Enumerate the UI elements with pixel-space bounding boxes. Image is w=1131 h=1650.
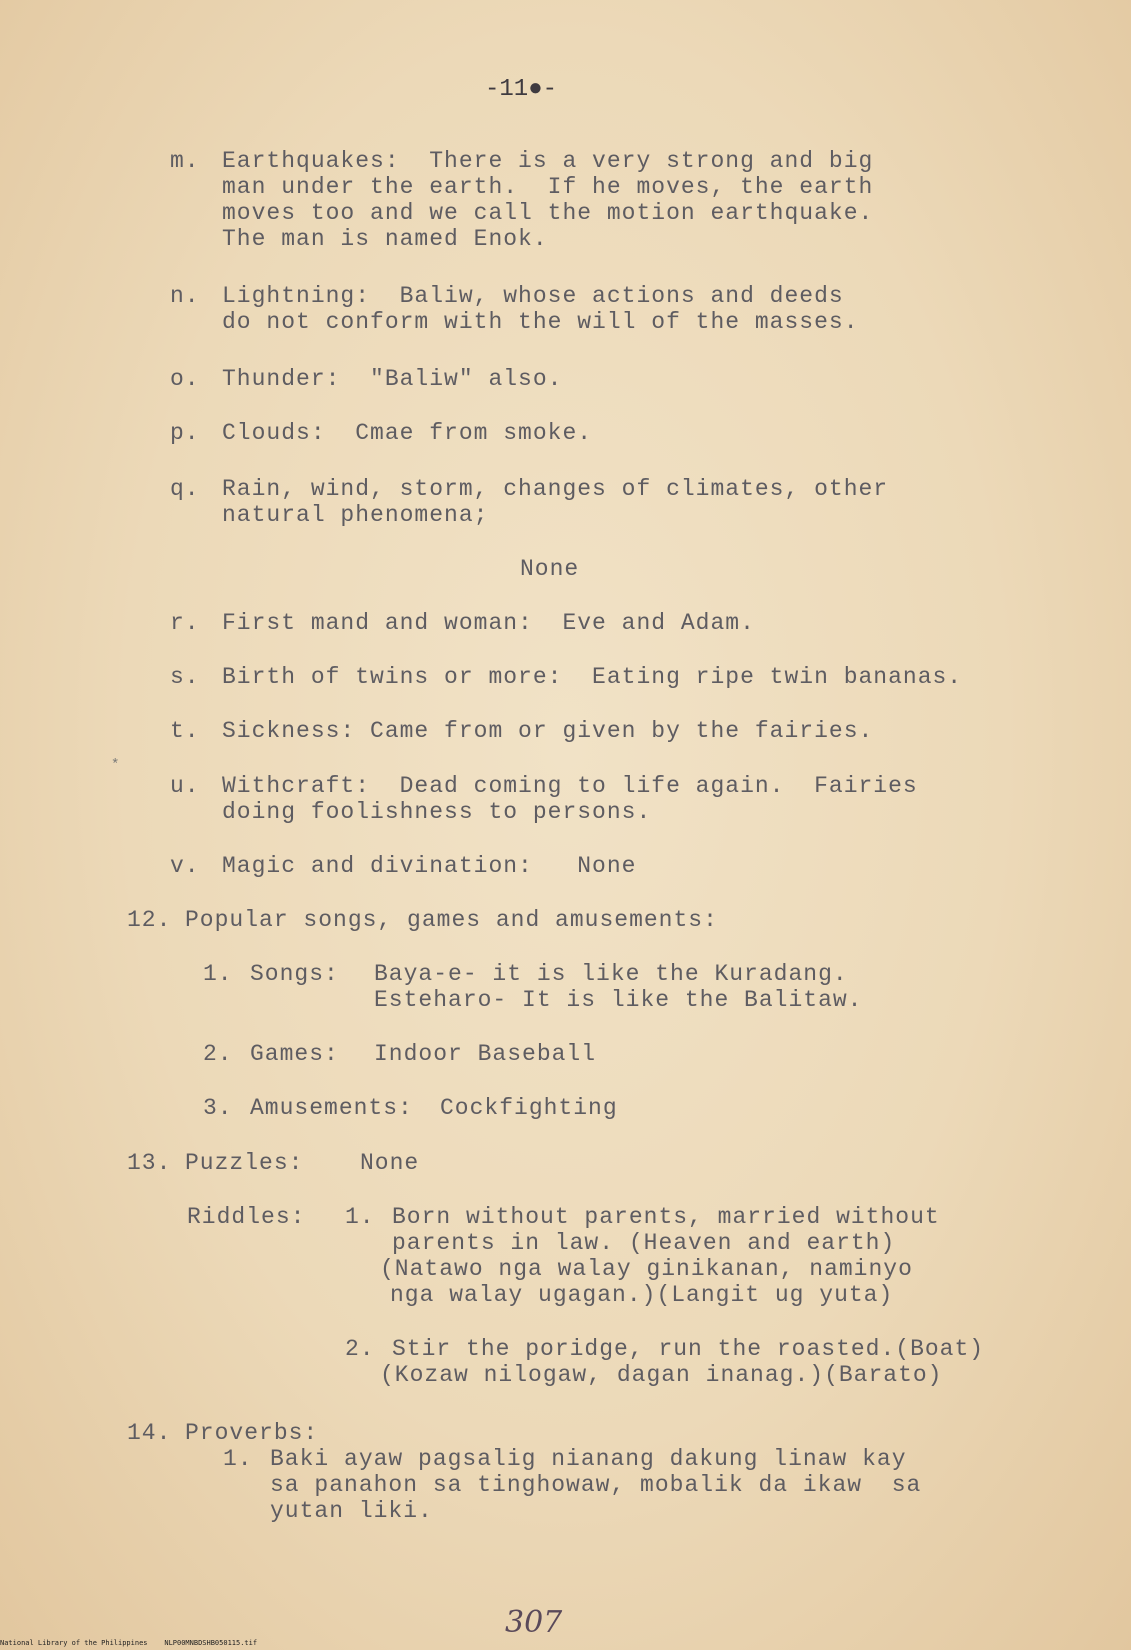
- proverb-1-line-3: yutan liki.: [270, 1498, 433, 1524]
- item-m-line-2: man under the earth. If he moves, the earth: [222, 174, 874, 200]
- section-12-entry-3-label: Amusements:: [250, 1095, 413, 1121]
- item-v-line-1: Magic and divination: None: [222, 853, 637, 879]
- item-u-line-1: Withcraft: Dead coming to life again. Fairies: [222, 773, 918, 799]
- section-12-title: Popular songs, games and amusements:: [185, 907, 718, 933]
- item-label-s: s.: [170, 664, 200, 690]
- riddle-1-line-3: (Natawo nga walay ginikanan, naminyo: [380, 1256, 913, 1282]
- item-q-answer: None: [520, 556, 580, 582]
- riddle-1-line-1: Born without parents, married without: [392, 1204, 940, 1230]
- riddle-2-number: 2.: [345, 1336, 375, 1362]
- item-p-line-1: Clouds: Cmae from smoke.: [222, 420, 593, 446]
- section-13-number: 13.: [127, 1150, 172, 1176]
- section-12-entry-2-line-1: Indoor Baseball: [374, 1041, 597, 1067]
- section-12-entry-1-line-1: Baya-e- it is like the Kuradang.: [374, 961, 848, 987]
- handwritten-page-number: 307: [505, 1605, 563, 1640]
- section-12-entry-3-number: 3.: [203, 1095, 233, 1121]
- stray-mark: *: [111, 757, 120, 773]
- page-number: -11●-: [485, 76, 558, 103]
- item-n-line-1: Lightning: Baliw, whose actions and deeds: [222, 283, 844, 309]
- item-label-r: r.: [170, 610, 200, 636]
- item-label-m: m.: [170, 148, 200, 174]
- section-14-title: Proverbs:: [185, 1420, 319, 1446]
- item-o-line-1: Thunder: "Baliw" also.: [222, 366, 563, 392]
- riddle-1-line-2: parents in law. (Heaven and earth): [392, 1230, 896, 1256]
- section-12-entry-1-label: Songs:: [250, 961, 339, 987]
- section-12-number: 12.: [127, 907, 172, 933]
- item-label-p: p.: [170, 420, 200, 446]
- item-u-line-2: doing foolishness to persons.: [222, 799, 652, 825]
- proverb-1-line-1: Baki ayaw pagsalig nianang dakung linaw kay: [270, 1446, 907, 1472]
- item-label-t: t.: [170, 718, 200, 744]
- riddle-1-number: 1.: [345, 1204, 375, 1230]
- riddles-label: Riddles:: [187, 1204, 306, 1230]
- item-q-line-1: Rain, wind, storm, changes of climates, other: [222, 476, 889, 502]
- section-12-entry-3-line-1: Cockfighting: [440, 1095, 618, 1121]
- item-label-v: v.: [170, 853, 200, 879]
- item-n-line-2: do not conform with the will of the masses.: [222, 309, 859, 335]
- item-r-line-1: First mand and woman: Eve and Adam.: [222, 610, 755, 636]
- item-q-line-2: natural phenomena;: [222, 502, 489, 528]
- archive-footer: National Library of the Philippines NLP00MNBDSHB050115.tif: [0, 1639, 258, 1647]
- section-14-number: 14.: [127, 1420, 172, 1446]
- proverb-1-line-2: sa panahon sa tinghowaw, mobalik da ikaw sa: [270, 1472, 922, 1498]
- item-m-line-1: Earthquakes: There is a very strong and big: [222, 148, 874, 174]
- item-t-line-1: Sickness: Came from or given by the fairies.: [222, 718, 874, 744]
- riddle-2-line-1: Stir the poridge, run the roasted.(Boat): [392, 1336, 985, 1362]
- section-13-value: None: [360, 1150, 420, 1176]
- item-m-line-4: The man is named Enok.: [222, 226, 548, 252]
- section-12-entry-2-label: Games:: [250, 1041, 339, 1067]
- section-13-title: Puzzles:: [185, 1150, 304, 1176]
- riddle-2-line-2: (Kozaw nilogaw, dagan inanag.)(Barato): [380, 1362, 943, 1388]
- item-m-line-3: moves too and we call the motion earthquake.: [222, 200, 874, 226]
- item-s-line-1: Birth of twins or more: Eating ripe twin bananas.: [222, 664, 963, 690]
- section-12-entry-1-number: 1.: [203, 961, 233, 987]
- riddle-1-line-4: nga walay ugagan.)(Langit ug yuta): [390, 1282, 894, 1308]
- proverb-1-number: 1.: [223, 1446, 253, 1472]
- item-label-n: n.: [170, 283, 200, 309]
- section-12-entry-2-number: 2.: [203, 1041, 233, 1067]
- item-label-o: o.: [170, 366, 200, 392]
- item-label-q: q.: [170, 476, 200, 502]
- item-label-u: u.: [170, 773, 200, 799]
- section-12-entry-1-line-2: Esteharo- It is like the Balitaw.: [374, 987, 863, 1013]
